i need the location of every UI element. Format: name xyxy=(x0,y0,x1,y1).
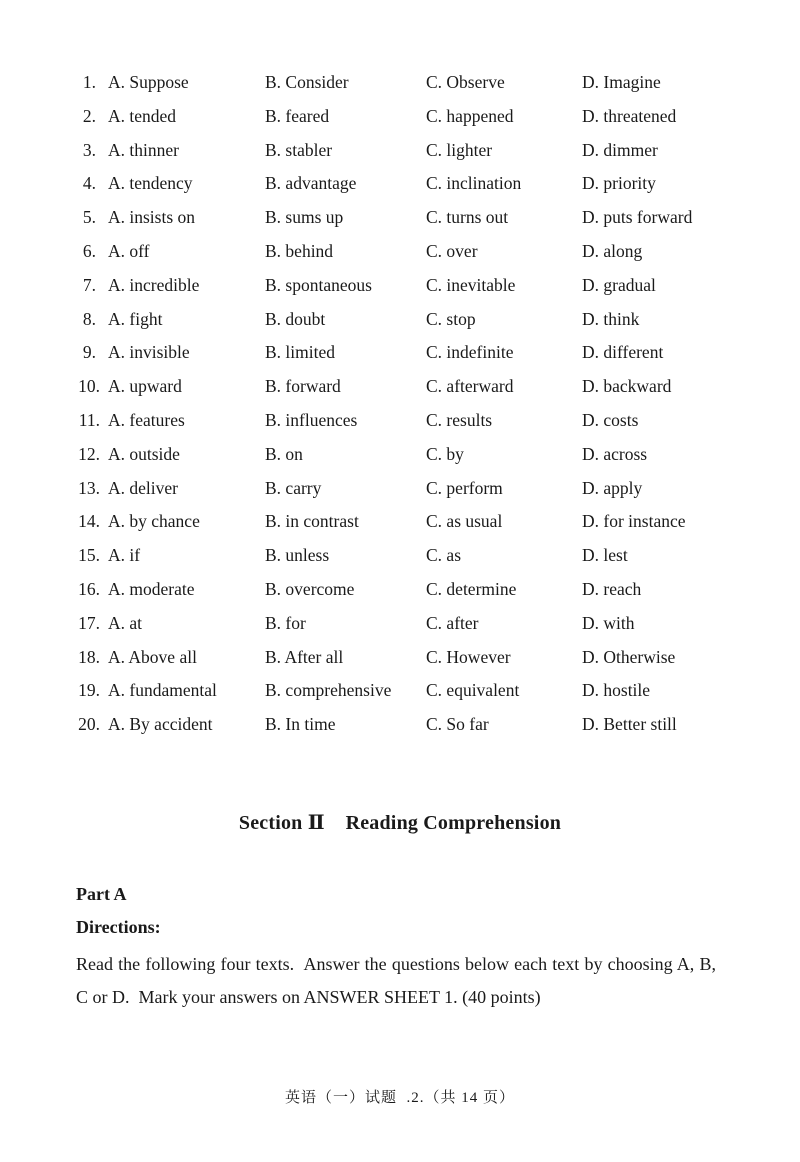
option-c: C. as xyxy=(426,545,461,566)
option-a: A. off xyxy=(108,240,150,261)
option-c: C. indefinite xyxy=(426,342,514,363)
option-c: C. stop xyxy=(426,308,476,329)
option-b: B. on xyxy=(265,443,303,464)
option-c: C. However xyxy=(426,646,511,667)
option-a: A. tendency xyxy=(108,173,193,194)
question-row xyxy=(0,539,800,573)
option-d: D. backward xyxy=(582,376,672,397)
question-number: 4. xyxy=(82,173,96,194)
option-c: C. happened xyxy=(426,105,514,126)
question-row xyxy=(0,404,800,438)
question-number: 20. xyxy=(78,714,100,735)
question-row xyxy=(0,235,800,269)
option-b: B. stabler xyxy=(265,139,333,160)
option-d: D. hostile xyxy=(582,680,651,701)
question-number: 11. xyxy=(78,409,100,430)
option-c: C. perform xyxy=(426,477,503,498)
question-row xyxy=(0,472,800,506)
question-number: 6. xyxy=(82,240,96,261)
option-c: C. by xyxy=(426,443,464,464)
question-row xyxy=(0,336,800,370)
question-number: 13. xyxy=(78,477,100,498)
question-row xyxy=(0,134,800,168)
option-d: D. for instance xyxy=(582,511,686,532)
directions-label: Directions: xyxy=(76,917,161,937)
question-number: 1. xyxy=(82,72,96,92)
option-d: D. Imagine xyxy=(582,72,661,92)
option-d: D. puts forward xyxy=(582,207,693,228)
section-title: Section Ⅱ Reading Comprehension xyxy=(238,812,562,834)
option-b: B. feared xyxy=(265,105,330,126)
question-number: 8. xyxy=(82,308,96,329)
option-d: D. dimmer xyxy=(582,139,658,160)
option-a: A. fundamental xyxy=(108,680,217,701)
question-row xyxy=(0,607,800,641)
option-d: D. across xyxy=(582,443,648,464)
question-number: 5. xyxy=(82,207,96,228)
question-row xyxy=(0,66,800,100)
option-d: D. different xyxy=(582,342,664,363)
question-number: 16. xyxy=(78,578,100,599)
question-number: 10. xyxy=(78,376,100,397)
option-b: B. overcome xyxy=(265,578,355,599)
option-b: B. spontaneous xyxy=(265,274,372,295)
option-a: A. By accident xyxy=(108,714,213,735)
question-row xyxy=(0,370,800,404)
option-d: D. think xyxy=(582,308,640,329)
option-c: C. as usual xyxy=(426,511,503,532)
question-number: 12. xyxy=(78,443,100,464)
question-row xyxy=(0,438,800,472)
option-b: B. After all xyxy=(265,646,344,667)
option-c: C. over xyxy=(426,240,478,261)
option-d: D. threatened xyxy=(582,105,677,126)
option-d: D. reach xyxy=(582,578,642,599)
question-row xyxy=(0,167,800,201)
option-b: B. comprehensive xyxy=(265,680,392,701)
question-row xyxy=(0,505,800,539)
option-a: A. upward xyxy=(108,376,182,397)
option-b: B. In time xyxy=(265,714,336,735)
option-b: B. behind xyxy=(265,240,334,261)
question-number: 14. xyxy=(78,511,100,532)
option-d: D. Otherwise xyxy=(582,646,676,667)
option-a: A. outside xyxy=(108,443,180,464)
option-c: C. Observe xyxy=(426,72,505,92)
option-a: A. Above all xyxy=(108,646,197,667)
option-c: C. lighter xyxy=(426,139,493,160)
option-c: C. inevitable xyxy=(426,274,516,295)
option-a: A. invisible xyxy=(108,342,190,363)
option-a: A. tended xyxy=(108,105,177,126)
question-number: 15. xyxy=(78,545,100,566)
option-c: C. determine xyxy=(426,578,517,599)
option-c: C. So far xyxy=(426,714,489,735)
option-c: C. afterward xyxy=(426,376,514,397)
question-row xyxy=(0,100,800,134)
option-a: A. fight xyxy=(108,308,163,329)
question-number: 3. xyxy=(82,139,96,160)
question-row xyxy=(0,641,800,675)
option-c: C. inclination xyxy=(426,173,522,194)
option-b: B. doubt xyxy=(265,308,326,329)
option-a: A. at xyxy=(108,612,143,633)
option-a: A. features xyxy=(108,409,185,430)
option-b: B. unless xyxy=(265,545,330,566)
question-row xyxy=(0,201,800,235)
option-a: A. thinner xyxy=(108,139,179,160)
option-b: B. forward xyxy=(265,376,341,397)
option-b: B. carry xyxy=(265,477,322,498)
answer-options-list xyxy=(0,66,800,742)
option-b: B. sums up xyxy=(265,207,344,228)
option-b: B. advantage xyxy=(265,173,357,194)
question-row xyxy=(0,269,800,303)
option-b: B. for xyxy=(265,612,306,633)
question-number: 18. xyxy=(78,646,100,667)
option-a: A. Suppose xyxy=(108,72,189,92)
option-b: B. in contrast xyxy=(265,511,359,532)
question-number: 7. xyxy=(82,274,96,295)
question-number: 2. xyxy=(82,105,96,126)
question-row xyxy=(0,303,800,337)
question-number: 17. xyxy=(78,612,100,633)
option-a: A. by chance xyxy=(108,511,200,532)
option-d: D. with xyxy=(582,612,635,633)
option-d: D. priority xyxy=(582,173,656,194)
option-a: A. incredible xyxy=(108,274,200,295)
option-d: D. costs xyxy=(582,409,639,430)
option-c: C. equivalent xyxy=(426,680,520,701)
option-a: A. moderate xyxy=(108,578,195,599)
option-b: B. influences xyxy=(265,409,358,430)
option-a: A. if xyxy=(108,545,141,566)
part-title: Part A xyxy=(76,884,127,904)
option-a: A. deliver xyxy=(108,477,178,498)
option-c: C. after xyxy=(426,612,479,633)
option-a: A. insists on xyxy=(108,207,196,228)
option-b: B. Consider xyxy=(265,72,349,92)
option-c: C. results xyxy=(426,409,493,430)
question-number: 9. xyxy=(82,342,96,363)
page-footer: 英语（一）试题 .2.（共 14 页） xyxy=(284,1090,515,1106)
option-d: D. lest xyxy=(582,545,628,566)
question-row xyxy=(0,674,800,708)
question-number: 19. xyxy=(78,680,100,701)
option-d: D. Better still xyxy=(582,714,677,735)
option-d: D. apply xyxy=(582,477,643,498)
option-c: C. turns out xyxy=(426,207,509,228)
option-d: D. gradual xyxy=(582,274,656,295)
question-row xyxy=(0,573,800,607)
option-d: D. along xyxy=(582,240,643,261)
directions-text: Read the following four texts. Answer the questions below each text by choosing A, B, C or D. Mark your answers on ANSWER SHEET 1. (40 points) xyxy=(76,954,721,1007)
option-b: B. limited xyxy=(265,342,335,363)
question-row xyxy=(0,708,800,742)
